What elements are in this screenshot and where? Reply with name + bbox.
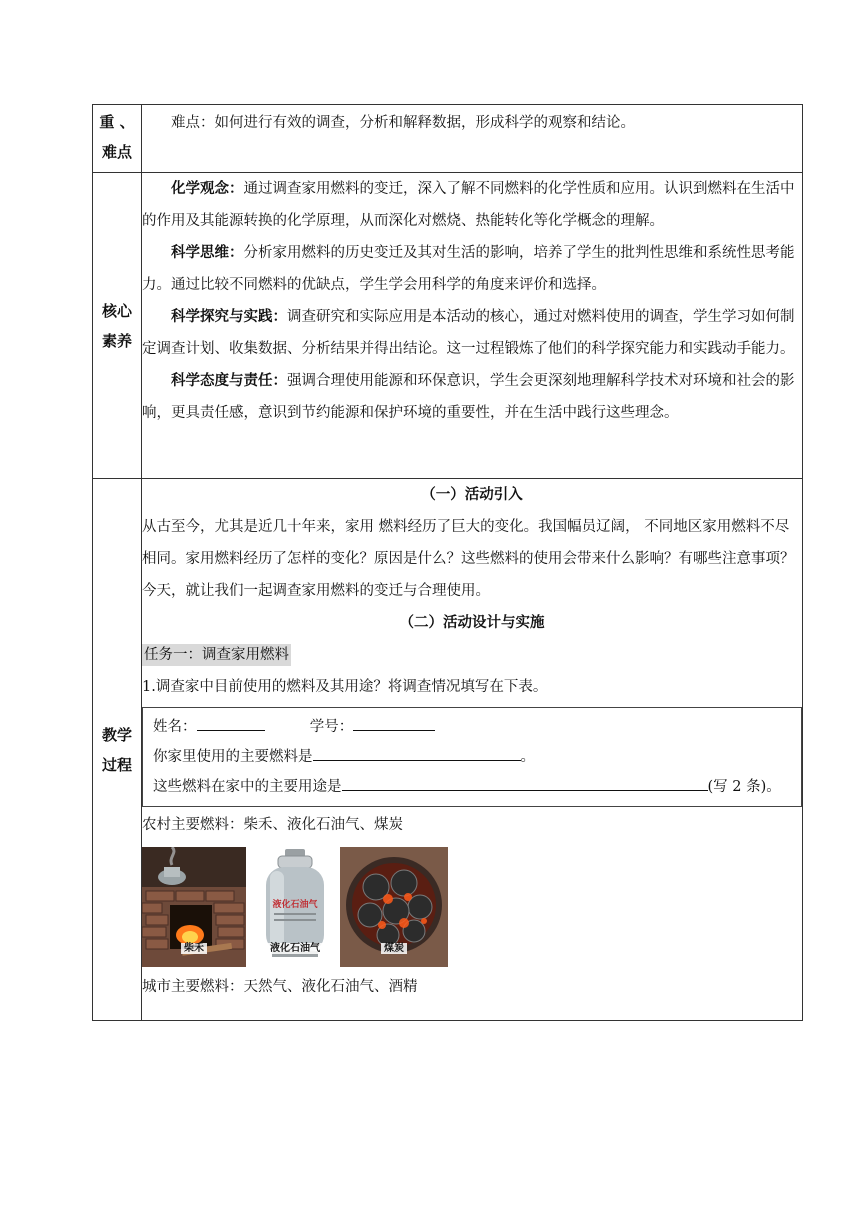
- survey-row-usage: [153, 772, 791, 802]
- survey-form: [142, 707, 802, 807]
- core-content-cell: [142, 173, 803, 479]
- name-blank[interactable]: [197, 712, 265, 731]
- core-item-text: 分析家用燃料的历史变迁及其对生活的影响，培养了学生的批判性思维和系统性思考能力。通过比较不同燃料的优缺点，学生学会用科学的角度来评价和选择。: [142, 245, 795, 293]
- core-literacy-row: [93, 173, 803, 479]
- name-label: 姓名：: [153, 719, 197, 735]
- core-label-line1: 核心: [101, 301, 132, 320]
- usage-blank[interactable]: [342, 772, 708, 791]
- cylinder-label: 液化石油气: [272, 900, 318, 910]
- process-content-cell: [142, 479, 803, 1021]
- core-item-sci-thinking: [142, 237, 802, 301]
- difficulty-label-line2: 难点: [101, 143, 132, 161]
- process-label-line2: 过程: [101, 755, 132, 774]
- usage-prefix: 这些燃料在家中的主要用途是: [153, 779, 342, 795]
- section2-title: （二）活动设计与实施: [399, 614, 545, 631]
- survey-row-identity: [153, 712, 791, 742]
- urban-fuels: 城市主要燃料：天然气、液化石油气、酒精: [142, 979, 418, 995]
- difficulty-label-line1: 重 、: [99, 113, 135, 131]
- fuel-photo-strip: [142, 847, 802, 967]
- core-item-text: 通过调查家用燃料的变迁，深入了解不同燃料的化学性质和应用。认识到燃料在生活中的作用及其能源转换的化学原理，从而深化对燃烧、热能转化等化学概念的理解。: [142, 181, 795, 229]
- lpg-caption: 液化石油气: [258, 933, 332, 965]
- task1-line: [142, 639, 802, 671]
- process-label-line1: 教学: [101, 725, 132, 744]
- core-item-sci-attitude: [142, 365, 802, 429]
- difficulty-label-cell: [93, 105, 142, 173]
- student-id-label: 学号：: [309, 719, 354, 735]
- core-item-chem-concept: [142, 173, 802, 237]
- process-label-cell: [93, 479, 142, 1021]
- firewood-stove-photo: [142, 847, 246, 967]
- rural-fuels: 农村主要燃料：柴禾、液化石油气、煤炭: [142, 817, 403, 833]
- lesson-plan-table: [92, 104, 803, 1021]
- core-item-title: 化学观念：: [171, 180, 244, 197]
- student-id-blank[interactable]: [353, 712, 435, 731]
- core-item-sci-inquiry: [142, 301, 802, 365]
- difficulty-content-cell: [142, 105, 803, 173]
- question1: 1.调查家中目前使用的燃料及其用途？将调查情况填写在下表。: [142, 679, 548, 695]
- task1-heading: 任务一：调查家用燃料: [142, 644, 291, 666]
- core-label-line2: 素养: [101, 331, 132, 350]
- coal-caption: 煤炭: [340, 933, 448, 965]
- core-item-text: 调查研究和实际应用是本活动的核心，通过对燃料使用的调查，学生学习如何制定调查计划、收集数据、分析结果并得出结论。这一过程锻炼了他们的科学探究能力和实践动手能力。: [142, 309, 795, 357]
- core-label-cell: [93, 173, 142, 479]
- core-item-title: 科学思维：: [171, 244, 244, 261]
- teaching-process-row: [93, 479, 803, 1021]
- core-item-title: 科学探究与实践：: [171, 308, 287, 325]
- firewood-caption: 柴禾: [142, 933, 246, 965]
- difficulty-row: [93, 105, 803, 173]
- intro-paragraph: 从古至今，尤其是近几十年来，家用 燃料经历了巨大的变化。我国幅员辽阔， 不同地区家用燃料不尽相同。家用燃料经历了怎样的变化？原因是什么？这些燃料的使用会带来什么影响？有哪些注意事项？今天，就让我们一起调查家用燃料的变迁与合理使用。: [142, 519, 795, 599]
- core-item-text: 强调合理使用能源和环保意识，学生会更深刻地理解科学技术对环境和社会的影响，更具责任感，意识到节约能源和保护环境的重要性，并在生活中践行这些理念。: [142, 373, 795, 421]
- main-fuel-suffix: 。: [520, 749, 535, 765]
- survey-row-main-fuel: [153, 742, 791, 772]
- lpg-cylinder-photo: [258, 847, 332, 967]
- usage-suffix: (写 2 条)。: [707, 779, 781, 795]
- core-item-title: 科学态度与责任：: [171, 372, 287, 389]
- main-fuel-blank[interactable]: [313, 742, 521, 761]
- difficulty-text: 难点：如何进行有效的调查，分析和解释数据，形成科学的观察和结论。: [171, 115, 635, 131]
- coal-stove-photo: [340, 847, 448, 967]
- main-fuel-prefix: 你家里使用的主要燃料是: [153, 749, 313, 765]
- section1-title: （一）活动引入: [421, 486, 523, 503]
